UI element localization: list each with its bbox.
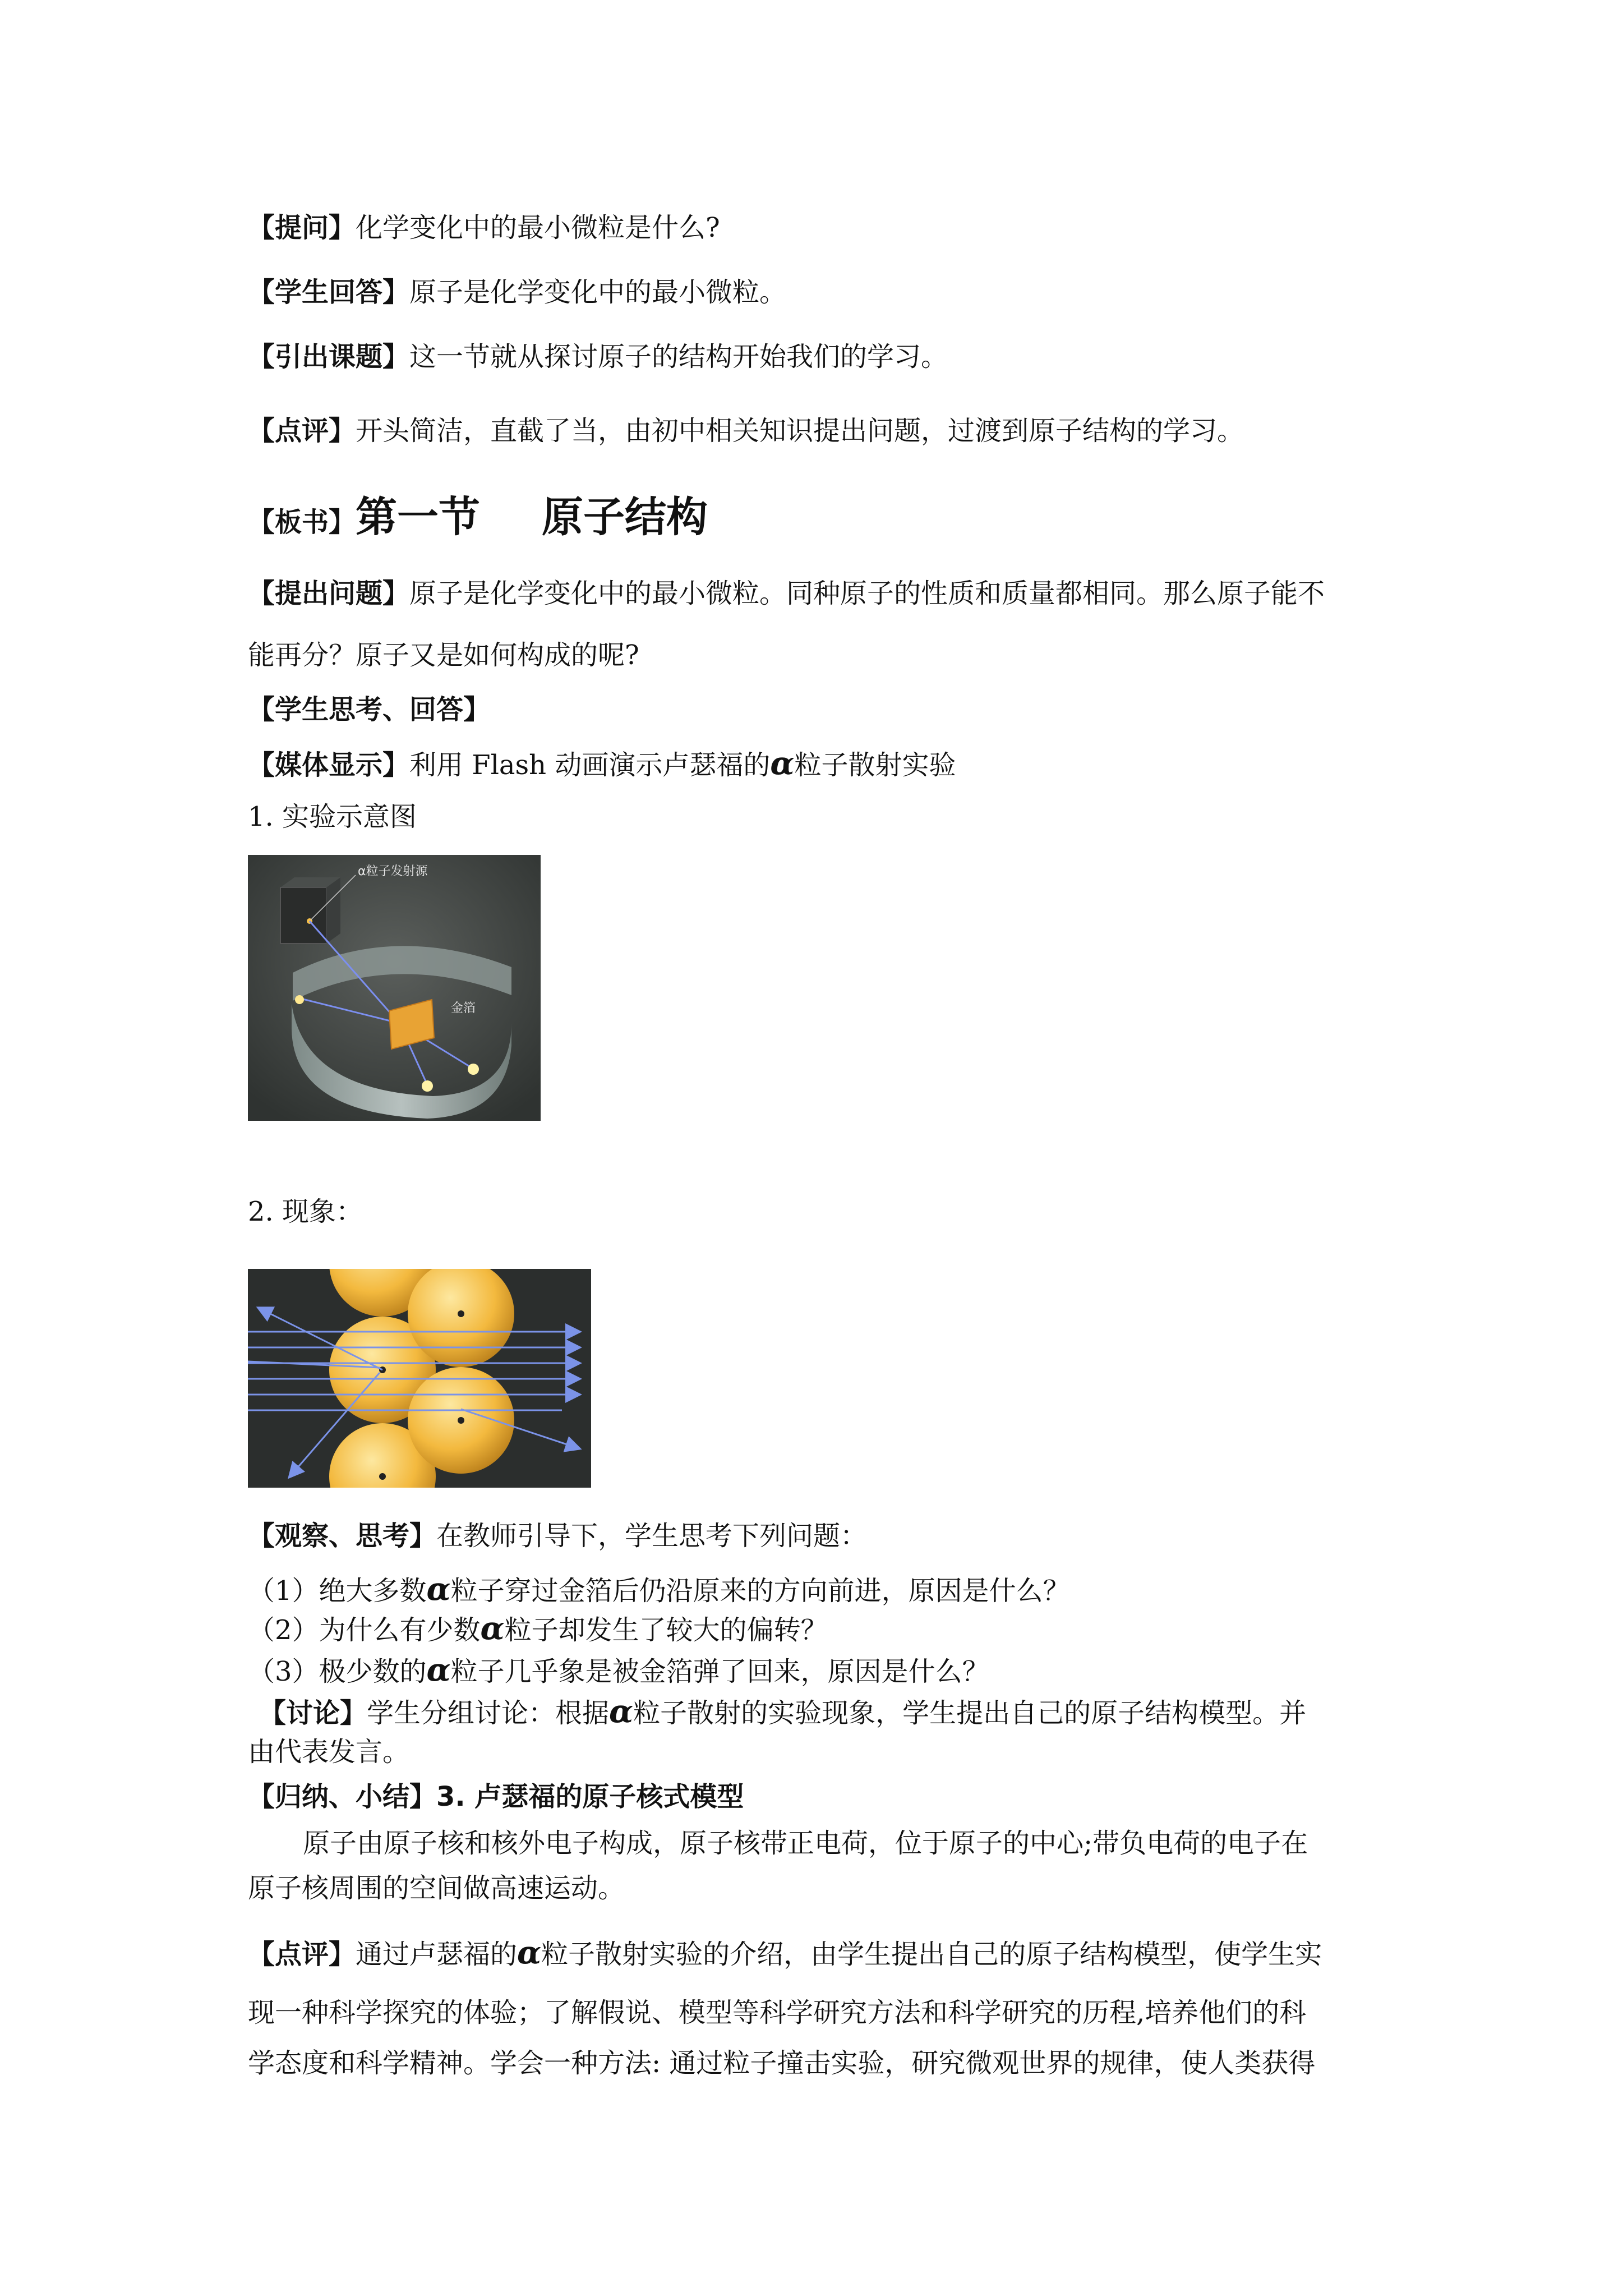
raise-question-line-2: [248, 639, 639, 672]
observe-label: 【观察、思考】: [248, 1520, 437, 1552]
comment-line-3: 现一种科学探究的体验；了解假说、模型等科学研究方法和科学研究的历程,培养他们的科: [248, 1997, 1307, 2028]
figure1-caption: 1. 实验示意图: [248, 801, 417, 832]
section-title: 原子结构: [542, 493, 708, 541]
intro-topic-text: 这一节就从探讨原子的结构开始我们的学习。: [409, 341, 948, 372]
alpha-symbol: α: [480, 1610, 505, 1647]
summary-line: [248, 1781, 744, 1814]
comment-line-2: [248, 1934, 1322, 1972]
discussion-text-2: 由代表发言。: [248, 1736, 410, 1768]
student-answer-text: 原子是化学变化中的最小微粒。: [409, 277, 787, 308]
discussion-text-b: 粒子散射的实验现象，学生提出自己的原子结构模型。并: [633, 1697, 1307, 1729]
observe-q2-b: 粒子却发生了较大的偏转？: [504, 1614, 828, 1646]
comment-line-4: 学态度和科学精神。学会一种方法: 通过粒子撞击实验，研究微观世界的规律，使人类获得: [248, 2047, 1316, 2079]
alpha-symbol: α: [426, 1651, 451, 1688]
discussion-label: 【讨论】: [259, 1697, 367, 1729]
board-label: 【板书】: [248, 507, 356, 538]
summary-body-2: 原子核周围的空间做高速运动。: [248, 1872, 625, 1904]
student-answer-label: 【学生回答】: [248, 277, 410, 308]
comment-line-1: [248, 415, 1244, 448]
raise-question-line: [248, 578, 1325, 610]
observe-q2-a: （2）为什么有少数: [248, 1614, 481, 1646]
experiment-diagram: [248, 855, 541, 1121]
raise-question-text-2: 能再分？原子又是如何构成的呢?: [248, 639, 639, 671]
discussion-line-2: [248, 1736, 409, 1769]
observe-q1-b: 粒子穿过金箔后仍沿原来的方向前进，原因是什么？: [450, 1575, 1070, 1607]
comment-text-1: 开头简洁，直截了当，由初中相关知识提出问题，过渡到原子结构的学习。: [356, 415, 1244, 447]
phenomenon-diagram: [248, 1269, 591, 1488]
question-line: [248, 212, 720, 245]
summary-title: 3. 卢瑟福的原子核式模型: [436, 1781, 744, 1812]
intro-topic-line: [248, 341, 948, 374]
board-heading: [248, 493, 708, 542]
observe-q2: [248, 1610, 828, 1648]
figure2-caption: 2. 现象：: [248, 1196, 363, 1227]
observe-text: 在教师引导下，学生思考下列问题：: [436, 1520, 868, 1552]
summary-label: 【归纳、小结】: [248, 1781, 437, 1812]
section-number: 第一节: [356, 493, 481, 541]
comment-label-1: 【点评】: [248, 415, 356, 447]
observe-line: [248, 1520, 867, 1553]
media-label: 【媒体显示】: [248, 749, 410, 781]
foil-label: 金箔: [451, 1001, 476, 1015]
student-answer-line: [248, 277, 786, 309]
media-text-a: 利用 Flash 动画演示卢瑟福的: [409, 749, 771, 781]
alpha-symbol: α: [609, 1693, 634, 1730]
alpha-symbol: α: [517, 1934, 542, 1971]
alpha-symbol: α: [770, 745, 795, 782]
observe-q3-b: 粒子几乎象是被金箔弹了回来，原因是什么？: [450, 1656, 989, 1687]
question-label: 【提问】: [248, 212, 356, 243]
observe-q1-a: （1）绝大多数: [248, 1575, 427, 1607]
observe-q1: [248, 1571, 1070, 1608]
student-think-line: [248, 694, 490, 726]
observe-q3-a: （3）极少数的: [248, 1656, 427, 1687]
comment-label-2: 【点评】: [248, 1939, 356, 1970]
raise-question-label: 【提出问题】: [248, 578, 410, 609]
summary-body-1: 原子由原子核和核外电子构成，原子核带正电荷，位于原子的中心;带负电荷的电子在: [303, 1828, 1308, 1859]
media-line: [248, 745, 956, 783]
media-text-b: 粒子散射实验: [794, 749, 956, 781]
alpha-symbol: α: [426, 1571, 451, 1608]
discussion-line: [259, 1693, 1306, 1731]
intro-topic-label: 【引出课题】: [248, 341, 410, 372]
student-think-label: 【学生思考、回答】: [248, 694, 491, 725]
source-label: α粒子发射源: [358, 864, 428, 878]
raise-question-text-1: 原子是化学变化中的最小微粒。同种原子的性质和质量都相同。那么原子能不: [409, 578, 1325, 609]
question-text: 化学变化中的最小微粒是什么?: [356, 212, 720, 243]
discussion-text-a: 学生分组讨论：根据: [367, 1697, 610, 1729]
comment-2-text-a: 通过卢瑟福的: [356, 1939, 518, 1970]
comment-2-text-b: 粒子散射实验的介绍，由学生提出自己的原子结构模型，使学生实: [541, 1939, 1322, 1970]
observe-q3: [248, 1651, 989, 1689]
